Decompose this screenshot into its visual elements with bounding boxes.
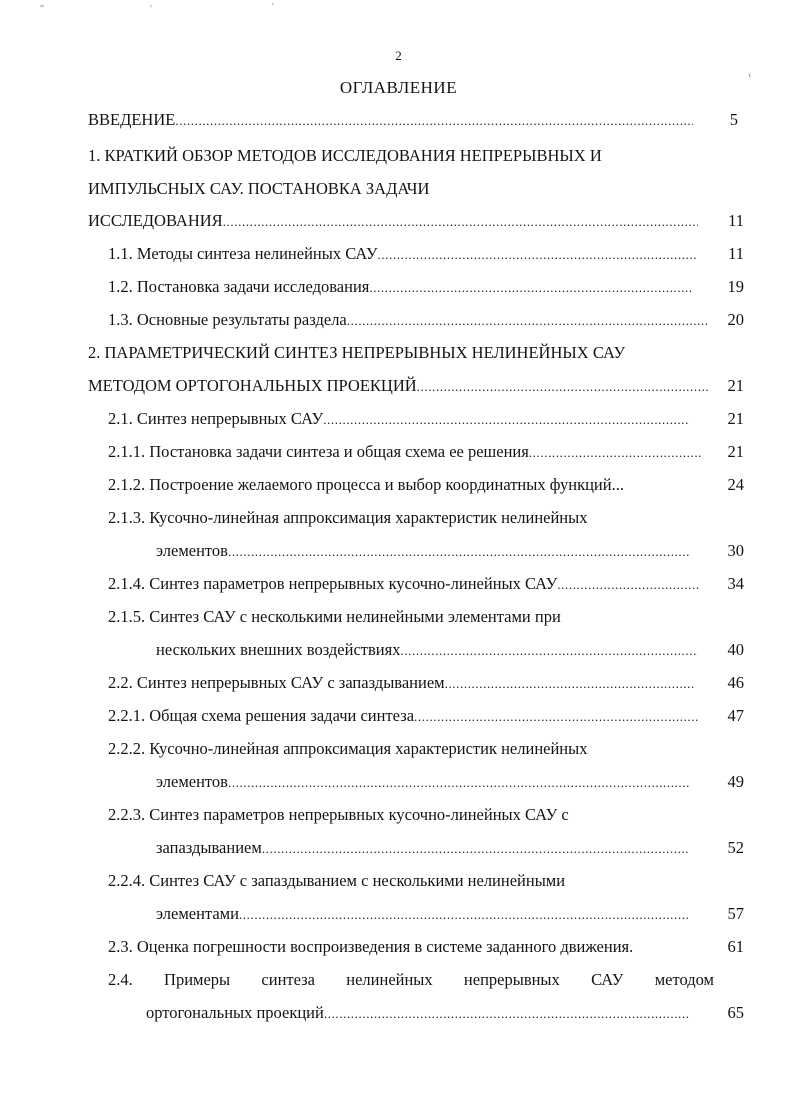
- toc-leader-dots: [228, 772, 690, 793]
- toc-page-number: 21: [727, 409, 744, 428]
- toc-page-number: 20: [727, 310, 744, 329]
- page-number: 2: [395, 48, 402, 63]
- toc-page-number: 19: [727, 277, 744, 296]
- toc-page-number: 21: [727, 442, 744, 461]
- toc-entry-title: 2.3. Оценка погрешности воспроизведения в системе заданного движения.: [108, 937, 634, 956]
- toc-page-number: 61: [727, 937, 744, 956]
- toc-entry-title: 2.2.1. Общая схема решения задачи синтеза: [108, 706, 415, 725]
- toc-page-number: 57: [727, 904, 744, 923]
- toc-leader-dots: [417, 376, 708, 397]
- toc-entry-title: ВВЕДЕНИЕ: [88, 110, 176, 129]
- toc-word: 2.4.: [108, 970, 133, 989]
- toc-entry-title: элементов: [156, 541, 228, 560]
- toc-entry-2-1: [108, 408, 788, 430]
- toc-leader-dots: [324, 1003, 690, 1024]
- toc-entry-2-1-5-line1: 2.1.5. Синтез САУ с несколькими нелинейными элементами при: [108, 607, 561, 626]
- toc-leader-dots: [228, 541, 690, 562]
- toc-entry-title: запаздыванием: [156, 838, 262, 857]
- toc-entry-2-2-3-line1: 2.2.3. Синтез параметров непрерывных кусочно-линейных САУ с: [108, 805, 569, 824]
- toc-entry-2-2-4: [156, 903, 788, 925]
- toc-leader-dots: [223, 211, 698, 232]
- toc-page-number: 52: [727, 838, 744, 857]
- toc-entry-title: 2.1.4. Синтез параметров непрерывных кусочно-линейных САУ: [108, 574, 558, 593]
- toc-leader-dots: [400, 640, 698, 661]
- toc-word: синтеза: [261, 970, 315, 989]
- toc-entry-title: МЕТОДОМ ОРТОГОНАЛЬНЫХ ПРОЕКЦИЙ: [88, 376, 417, 395]
- scan-mark: ‹: [748, 70, 752, 81]
- toc-entry-title: 2.1.1. Постановка задачи синтеза и общая схема ее решения: [108, 442, 529, 461]
- scan-mark: ': [272, 2, 274, 13]
- toc-entry-2-1-3: [156, 540, 788, 562]
- toc-chapter-1-line1: 1. КРАТКИЙ ОБЗОР МЕТОДОВ ИССЛЕДОВАНИЯ НЕПРЕРЫВНЫХ И: [88, 146, 602, 165]
- toc-entry-introduction: [88, 109, 788, 131]
- toc-leader-dots: [529, 442, 703, 463]
- toc-title: ОГЛАВЛЕНИЕ: [339, 78, 458, 97]
- toc-entry-title: ортогональных проекций: [146, 1003, 324, 1022]
- toc-entry-2-1-3-line1: 2.1.3. Кусочно-линейная аппроксимация характеристик нелинейных: [108, 508, 588, 527]
- toc-entry-title: 2.2. Синтез непрерывных САУ с запаздыванием: [108, 673, 445, 692]
- scan-mark: ': [150, 4, 152, 15]
- toc-page-number: 34: [727, 574, 744, 593]
- toc-word: САУ: [591, 970, 624, 989]
- toc-entry-title: 1.3. Основные результаты раздела: [108, 310, 347, 329]
- toc-leader-dots: [175, 110, 693, 131]
- toc-entry-2-3: [108, 936, 788, 958]
- toc-entry-2-2-3: [156, 837, 788, 859]
- toc-entry-title: ИССЛЕДОВАНИЯ: [88, 211, 223, 230]
- toc-word: непрерывных: [463, 970, 560, 989]
- toc-word: методом: [654, 970, 714, 989]
- toc-leader-dots: [445, 673, 694, 694]
- toc-entry-2-2-4-line1: 2.2.4. Синтез САУ с запаздыванием с несколькими нелинейными: [108, 871, 566, 890]
- toc-page-number: 49: [727, 772, 744, 791]
- toc-entry-title: 2.1.2. Построение желаемого процесса и выбор координатных функций...: [108, 475, 624, 494]
- toc-entry-2-4-line1: [108, 969, 714, 991]
- toc-entry-chapter-1: [88, 210, 788, 232]
- toc-leader-dots: [347, 310, 708, 331]
- toc-entry-title: 1.1. Методы синтеза нелинейных САУ: [108, 244, 378, 263]
- toc-leader-dots: [557, 574, 700, 595]
- toc-entry-title: элементов: [156, 772, 228, 791]
- toc-leader-dots: [239, 904, 690, 925]
- toc-entry-title: элементами: [156, 904, 239, 923]
- toc-chapter-1-line2: ИМПУЛЬСНЫХ САУ. ПОСТАНОВКА ЗАДАЧИ: [88, 179, 430, 198]
- toc-entry-2-2-1: [108, 705, 788, 727]
- toc-page-number: 11: [728, 211, 744, 230]
- toc-page-number: 47: [727, 706, 744, 725]
- toc-entry-1-2: [108, 276, 788, 298]
- toc-entry-2-1-2: [108, 474, 788, 496]
- toc-entry-2-1-1: [108, 441, 788, 463]
- toc-entry-chapter-2: [88, 375, 788, 397]
- toc-entry-2-4: [146, 1002, 788, 1024]
- toc-entry-2-2-2: [156, 771, 788, 793]
- toc-entry-2-1-5: [156, 639, 788, 661]
- scan-mark: ": [40, 4, 45, 15]
- toc-page-number: 21: [727, 376, 744, 395]
- toc-page-number: 40: [727, 640, 744, 659]
- toc-leader-dots: [369, 277, 692, 298]
- toc-page-number: 65: [727, 1003, 744, 1022]
- toc-page-number: 30: [727, 541, 744, 560]
- toc-entry-title: нескольких внешних воздействиях: [156, 640, 401, 659]
- toc-leader-dots: [323, 409, 690, 430]
- toc-entry-1-1: [108, 243, 788, 265]
- toc-entry-title: 2.1. Синтез непрерывных САУ: [108, 409, 324, 428]
- toc-page-number: 24: [727, 475, 744, 494]
- toc-word: Примеры: [164, 970, 231, 989]
- toc-entry-1-3: [108, 309, 788, 331]
- toc-entry-2-2: [108, 672, 788, 694]
- toc-entry-title: 1.2. Постановка задачи исследования: [108, 277, 370, 296]
- toc-leader-dots: [414, 706, 700, 727]
- toc-page-number: 11: [728, 244, 744, 263]
- toc-chapter-2-line1: 2. ПАРАМЕТРИЧЕСКИЙ СИНТЕЗ НЕПРЕРЫВНЫХ НЕЛИНЕЙНЫХ САУ: [88, 343, 626, 362]
- toc-page-number: 5: [729, 110, 738, 129]
- toc-entry-2-1-4: [108, 573, 788, 595]
- toc-leader-dots: [378, 244, 696, 265]
- toc-entry-2-2-2-line1: 2.2.2. Кусочно-линейная аппроксимация характеристик нелинейных: [108, 739, 588, 758]
- toc-word: нелинейных: [346, 970, 433, 989]
- toc-page-number: 46: [727, 673, 744, 692]
- toc-leader-dots: [262, 838, 690, 859]
